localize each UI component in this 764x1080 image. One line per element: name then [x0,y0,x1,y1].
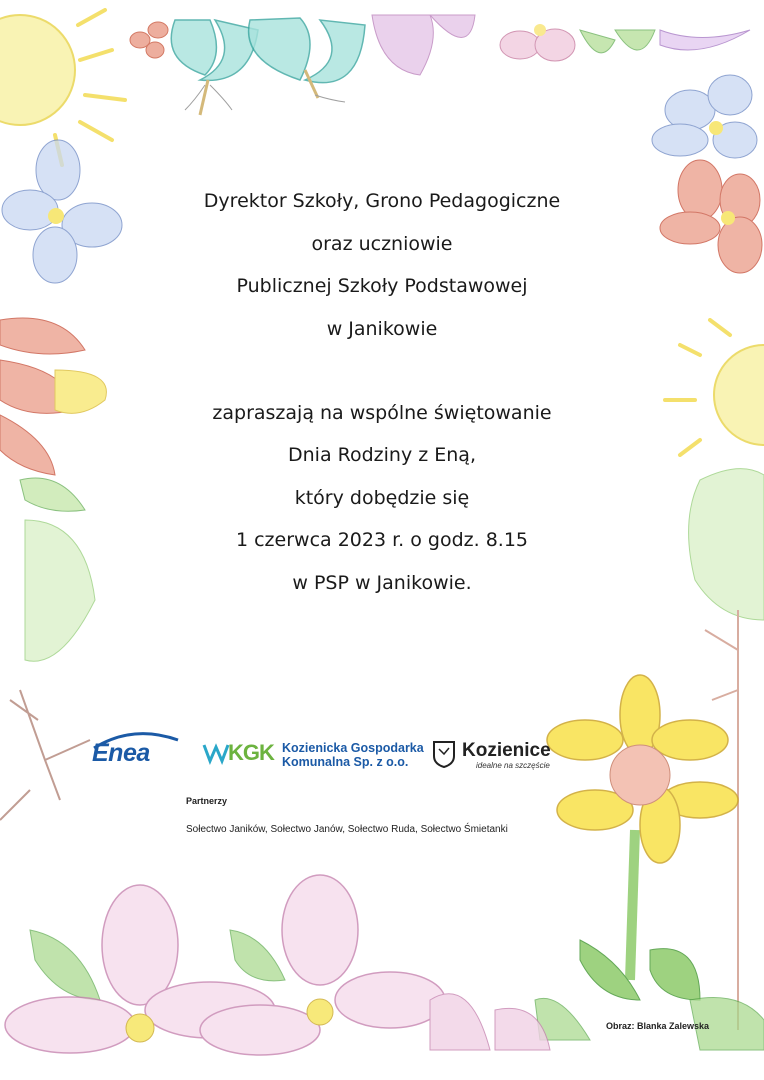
kozienice-tagline: idealne na szczęście [476,761,550,770]
invitation-line-4: w Janikowie [326,318,438,340]
invitation-line-5: zapraszają na wspólne świętowanie [212,402,552,424]
leaves-top-right [580,30,750,53]
invitation-line-9: w PSP w Janikowie. [292,572,472,594]
invitation-line-2: oraz uczniowie [311,233,453,255]
kozienice-logo-text: Kozienice [462,740,551,761]
kgk-name-line-1: Kozienicka Gospodarka [282,741,424,755]
invitation-line-3: Publicznej Szkoły Podstawowej [236,275,528,297]
butterfly-left [171,20,258,115]
artwork-credit: Obraz: Blanka Zalewska [606,1021,710,1031]
sun-right [665,320,764,455]
invitation-line-8: 1 czerwca 2023 r. o godz. 8.15 [235,529,529,551]
blue-flower-top-right [652,75,757,158]
invitation-line-1: Dyrektor Szkoły, Grono Pedagogiczne [203,190,561,212]
partners-list: Sołectwo Janików, Sołectwo Janów, Sołectwo Ruda, Sołectwo Śmietanki [186,824,508,835]
kgk-logo-mark [228,740,274,766]
enea-logo-text: Enea [92,739,150,767]
red-flower-right [660,160,762,273]
red-flower-top [130,22,168,58]
invitation-line-7: który dobędzie się [294,487,470,509]
butterfly-right [249,18,365,102]
kgk-name-line-2: Komunalna Sp. z o.o. [282,755,409,769]
sunflower-right [547,675,738,1000]
pink-flowers-top [372,15,575,75]
kgk-logo-text: KGK [228,740,274,765]
invitation-line-6: Dnia Rodziny z Eną, [288,444,476,466]
partners-heading: Partnerzy [186,796,228,806]
kozienice-crest-icon [432,740,456,768]
